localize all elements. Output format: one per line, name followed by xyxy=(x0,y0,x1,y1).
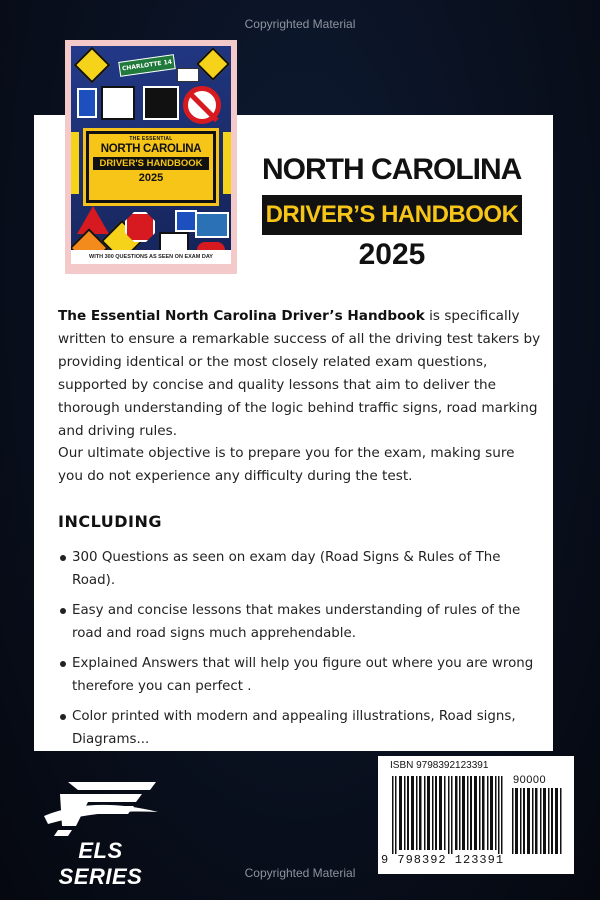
gas-station-sign-icon xyxy=(77,88,97,118)
description-paragraph-2: Our ultimate objective is to prepare you for the exam, making sure you do not experience any difficulty during the test. xyxy=(58,445,515,484)
logo-text: ELS SERIES xyxy=(58,838,143,889)
heading-year: 2025 xyxy=(358,238,426,271)
list-item: Explained Answers that will help you figure out where you are wrong therefore you can perfect . xyxy=(58,652,542,698)
stop-sign-icon xyxy=(125,212,155,242)
cover-title: DRIVER'S HANDBOOK xyxy=(93,157,209,170)
cover-title-band xyxy=(83,128,219,206)
road-signs-collage xyxy=(71,46,231,264)
front-cover-thumbnail xyxy=(65,40,237,274)
list-item: 300 Questions as seen on exam day (Road Signs & Rules of The Road). xyxy=(58,546,542,592)
including-heading: INCLUDING xyxy=(58,512,162,531)
watermark-top: Copyrighted Material xyxy=(244,17,356,31)
warning-triangle-icon xyxy=(77,206,109,234)
one-way-sign-icon xyxy=(101,86,135,120)
cover-year: 2025 xyxy=(138,172,164,184)
book-name: The Essential North Carolina Driver’s Handbook xyxy=(58,308,425,324)
pedestrian-sign-icon xyxy=(196,47,230,81)
heading-title: DRIVER’S HANDBOOK xyxy=(262,195,522,235)
cover-footer: WITH 300 QUESTIONS AS SEEN ON EXAM DAY xyxy=(71,250,231,264)
warning-sign-icon xyxy=(74,47,111,84)
list-item: Easy and concise lessons that makes understanding of rules of the road and road signs much apprehendable. xyxy=(58,599,542,645)
guide-sign: CHARLOTTE 14 xyxy=(118,54,176,77)
list-item: Color printed with modern and appealing illustrations, Road signs, Diagrams... xyxy=(58,705,542,751)
isbn-label: ISBN 9798392123391 xyxy=(390,760,489,771)
side-sign-icon xyxy=(223,132,231,194)
cover-small-label: THE ESSENTIAL xyxy=(129,136,173,142)
toll-sign-icon xyxy=(177,68,199,82)
watermark-bottom: Copyrighted Material xyxy=(244,866,356,880)
cover-state: NORTH CAROLINA xyxy=(100,143,202,155)
heading-state: NORTH CAROLINA xyxy=(262,153,522,186)
info-sign-icon xyxy=(175,210,197,232)
features-list xyxy=(58,546,542,758)
no-parking-sign-icon xyxy=(183,86,221,124)
side-sign-icon xyxy=(71,132,79,194)
description-text: is specifically written to ensure a remarkable success of all the driving test takers by providing identical or the most closely related exam questions, supported by concise and quality lessons that aim to deliver the thorough understanding of the logic behind traffic signs, road marking and driving rules. xyxy=(58,308,541,439)
isbn-digits: 9 798392 123391 xyxy=(381,853,505,867)
turn-arrow-sign-icon xyxy=(143,86,179,120)
description-paragraph-1 xyxy=(58,305,542,443)
scenic-byway-sign-icon xyxy=(195,212,229,238)
barcode-bars-icon xyxy=(388,772,568,854)
barcode xyxy=(378,756,574,874)
price-code: 90000 xyxy=(513,774,547,786)
